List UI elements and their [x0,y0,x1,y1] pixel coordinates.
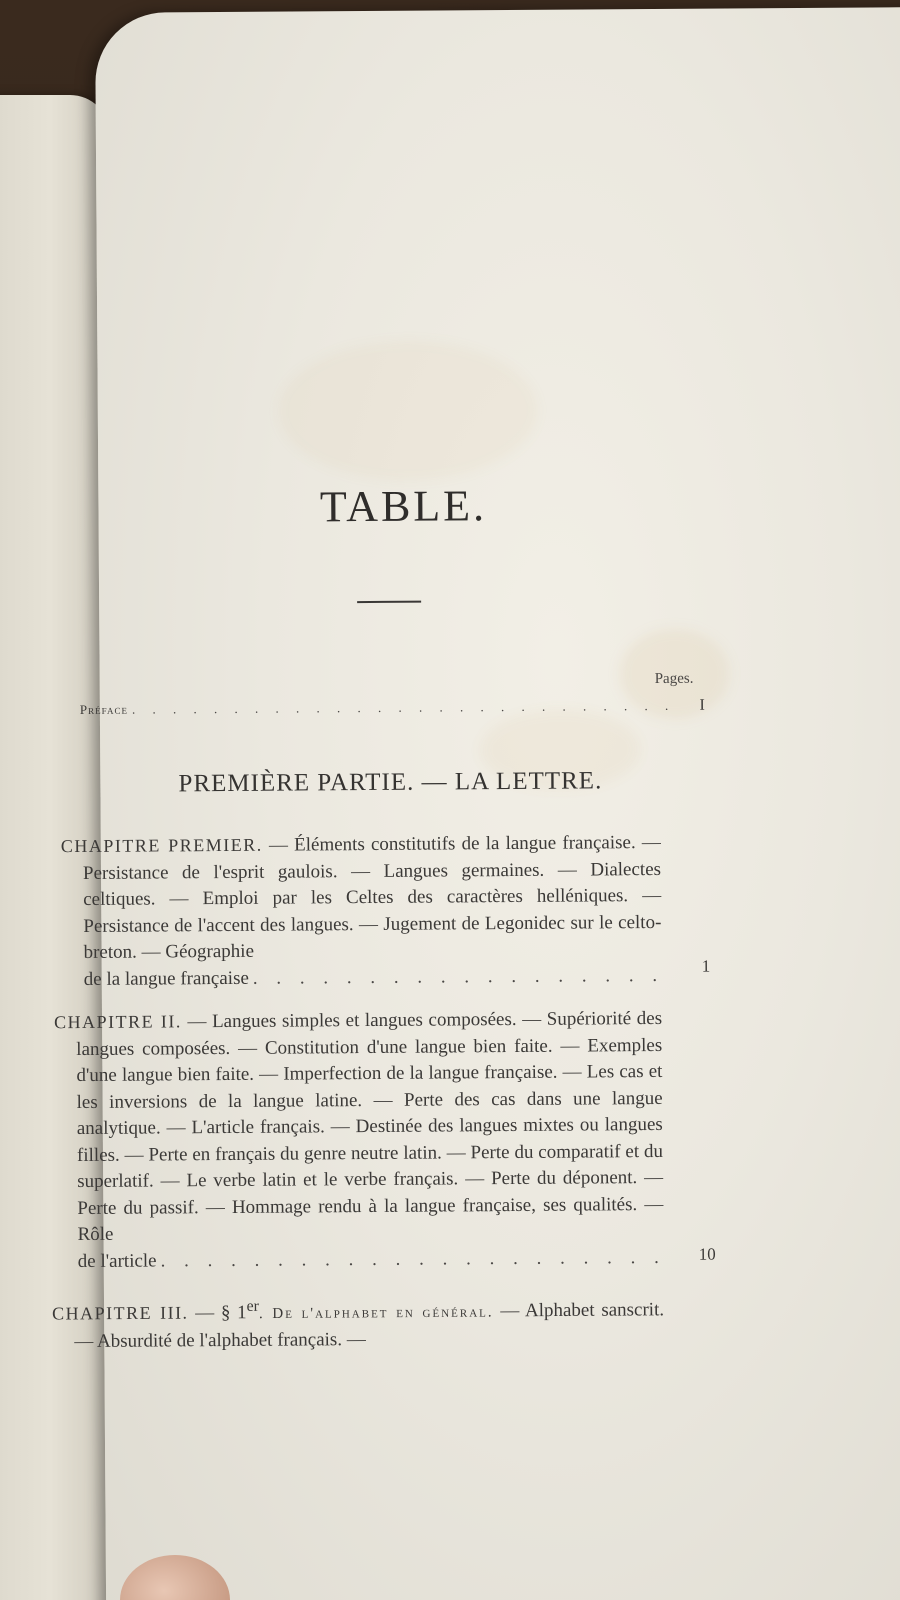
chapter-summary: — Langues simples et langues composées. — Supériorité des langues composées. — Constitution d'une langue bien faite. — Exemples d'une langue bien faite. — Imperfection de la langue française. — Les cas et les inversions de la langue latine. — Perte des cas dans une langue analytique. — L'article français. — Destinée des langues mixtes ou langues filles. — Perte en français du genre neutre latin. — Perte du comparatif et du superlatif. — Le verbe latin et le verbe français. — Perte du déponent. — Perte du passif. — Hommage rendu à la langue française, ses qualités. — Rôle [76,1007,664,1246]
chapter-last-line [56,1244,664,1275]
table-of-contents [52,7,900,1600]
section-superscript: er [246,1297,259,1315]
chapter-last-text: de l'article [77,1249,157,1272]
chapter-last-text: de la langue française [83,967,249,990]
section-sign: — § 1 [195,1302,247,1324]
dot-leader [253,962,662,991]
preface-page-number: I [699,696,705,714]
dot-leader [160,1244,663,1274]
pages-column-header: Pages. [654,670,694,688]
chapter-label: CHAPITRE II. [53,1011,182,1033]
chapter-2-page-number: 10 [698,1244,716,1264]
chapter-1-page-number: 1 [701,956,711,976]
chapter-label: CHAPITRE III. [52,1302,189,1324]
toc-entry-chapter-1 [61,829,662,993]
chapter-label: CHAPITRE PREMIER. [60,834,263,857]
dot-leader [132,698,675,718]
book-page [52,7,900,1600]
toc-entry-chapter-3 [52,1291,664,1356]
chapter-last-line [62,962,662,993]
chapter-summary: — Alphabet sanscrit. — Absurdité de l'alphabet français. — [74,1299,665,1352]
page-title: TABLE. [319,481,488,532]
preface-label: Préface [79,701,129,718]
section-title: . De l'alphabet en général. [258,1304,494,1323]
part-heading: PREMIÈRE PARTIE. — LA LETTRE. [178,767,603,798]
toc-entry-preface [80,697,705,719]
toc-entry-chapter-2 [54,1005,664,1275]
chapter-summary: — Éléments constitutifs de la langue française. — Persistance de l'esprit gaulois. — Langues germaines. — Dialectes celtiques. — Emploi par les Celtes des caractères helléniques. — Persistance de l'accent des langues. — Jugement de Legonidec sur le celto-breton. — Géographie [82,831,662,963]
title-rule [357,601,421,603]
